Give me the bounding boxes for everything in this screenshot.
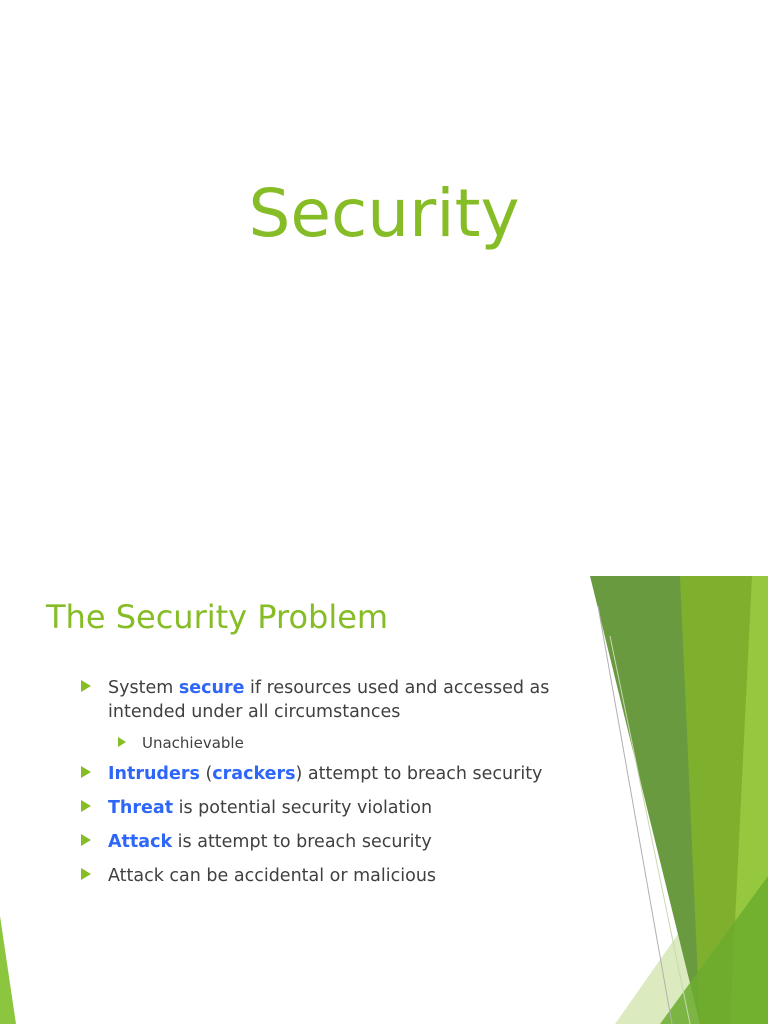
bullet-item-threat [78,796,618,820]
left-wedge-shape [0,916,16,1024]
keyword-intruders: Intruders [108,764,200,784]
keyword-crackers: crackers [212,764,296,784]
bullet-text: is attempt to breach security [172,832,432,852]
bullet-text: System [108,678,179,698]
bullet-text: is potential security violation [173,798,433,818]
bullet-text: ) attempt to breach security [295,764,543,784]
sub-bullet-arrow-icon [118,737,126,747]
keyword-secure: secure [178,678,245,698]
bullet-item-intruders [78,762,618,786]
slide-title: Security [248,175,520,252]
bullet-text: ( [199,764,213,784]
bullet-list [78,676,618,898]
content-slide [0,576,768,1024]
sub-bullet-item [78,732,618,754]
bullet-text: if resources used and accessed as intended under all circumstances [108,678,550,722]
bullet-arrow-icon [81,800,91,812]
bullet-item-attack [78,830,618,854]
slide-heading: The Security Problem [46,598,389,636]
bullet-item-secure [78,676,618,724]
bullet-arrow-icon [81,868,91,880]
bullet-arrow-icon [81,680,91,692]
sub-bullet-text: Unachievable [142,734,244,752]
keyword-threat: Threat [108,798,174,818]
keyword-attack: Attack [108,832,173,852]
bullet-arrow-icon [81,766,91,778]
bullet-item-accidental [78,864,618,888]
bullet-arrow-icon [81,834,91,846]
bullet-text: Attack can be accidental or malicious [108,866,437,886]
